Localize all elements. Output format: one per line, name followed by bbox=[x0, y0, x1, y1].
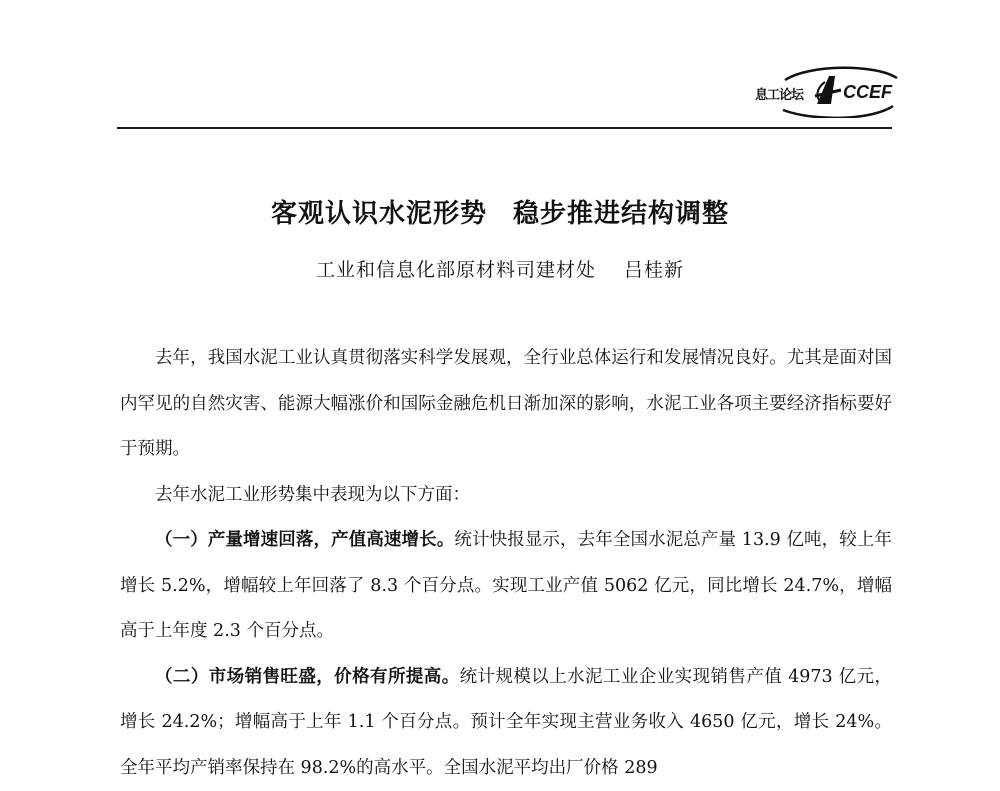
paragraph-4 bbox=[120, 655, 892, 791]
logo-chinese-text: 息工论坛 bbox=[755, 84, 803, 103]
article-body bbox=[120, 336, 892, 791]
logo-ccef-text: CCEF bbox=[843, 82, 892, 103]
title-part-2: 稳步推进结构调整 bbox=[513, 199, 729, 229]
author-line bbox=[0, 255, 1000, 282]
author-name: 吕桂新 bbox=[624, 259, 684, 281]
paragraph-4-lead: （二）市场销售旺盛，价格有所提高。 bbox=[155, 667, 460, 687]
paragraph-3 bbox=[120, 518, 892, 655]
header-divider bbox=[117, 127, 892, 129]
author-affiliation: 工业和信息化部原材料司建材处 bbox=[316, 259, 596, 281]
paragraph-3-lead: （一）产量增速回落，产值高速增长。 bbox=[155, 530, 454, 550]
page-title bbox=[0, 193, 1000, 230]
paragraph-1-text: 去年，我国水泥工业认真贯彻落实科学发展观，全行业总体运行和发展情况良好。尤其是面对国内罕见的自然灾害、能源大幅涨价和国际金融危机日渐加深的影响，水泥工业各项主要经济指标要好于预期。 bbox=[120, 348, 892, 459]
paragraph-2 bbox=[120, 473, 892, 519]
paragraph-4-text: 统计规模以上水泥工业企业实现销售产值 4973 亿元，增长 24.2%；增幅高于上年 1.1 个百分点。预计全年实现主营业务收入 4650 亿元，增长 24%。全年平均产销率保持在 98.2%的高水平。全国水泥平均出厂价格 289 bbox=[120, 667, 892, 778]
paragraph-3-text: 统计快报显示，去年全国水泥总产量 13.9 亿吨，较上年增长 5.2%，增幅较上年回落了 8.3 个百分点。实现工业产值 5062 亿元，同比增长 24.7%，增幅高于上年度 2.3 个百分点。 bbox=[120, 530, 892, 641]
paragraph-2-text: 去年水泥工业形势集中表现为以下方面： bbox=[155, 485, 470, 505]
forum-logo bbox=[755, 66, 905, 118]
title-part-1: 客观认识水泥形势 bbox=[271, 199, 487, 229]
paragraph-1 bbox=[120, 336, 892, 473]
